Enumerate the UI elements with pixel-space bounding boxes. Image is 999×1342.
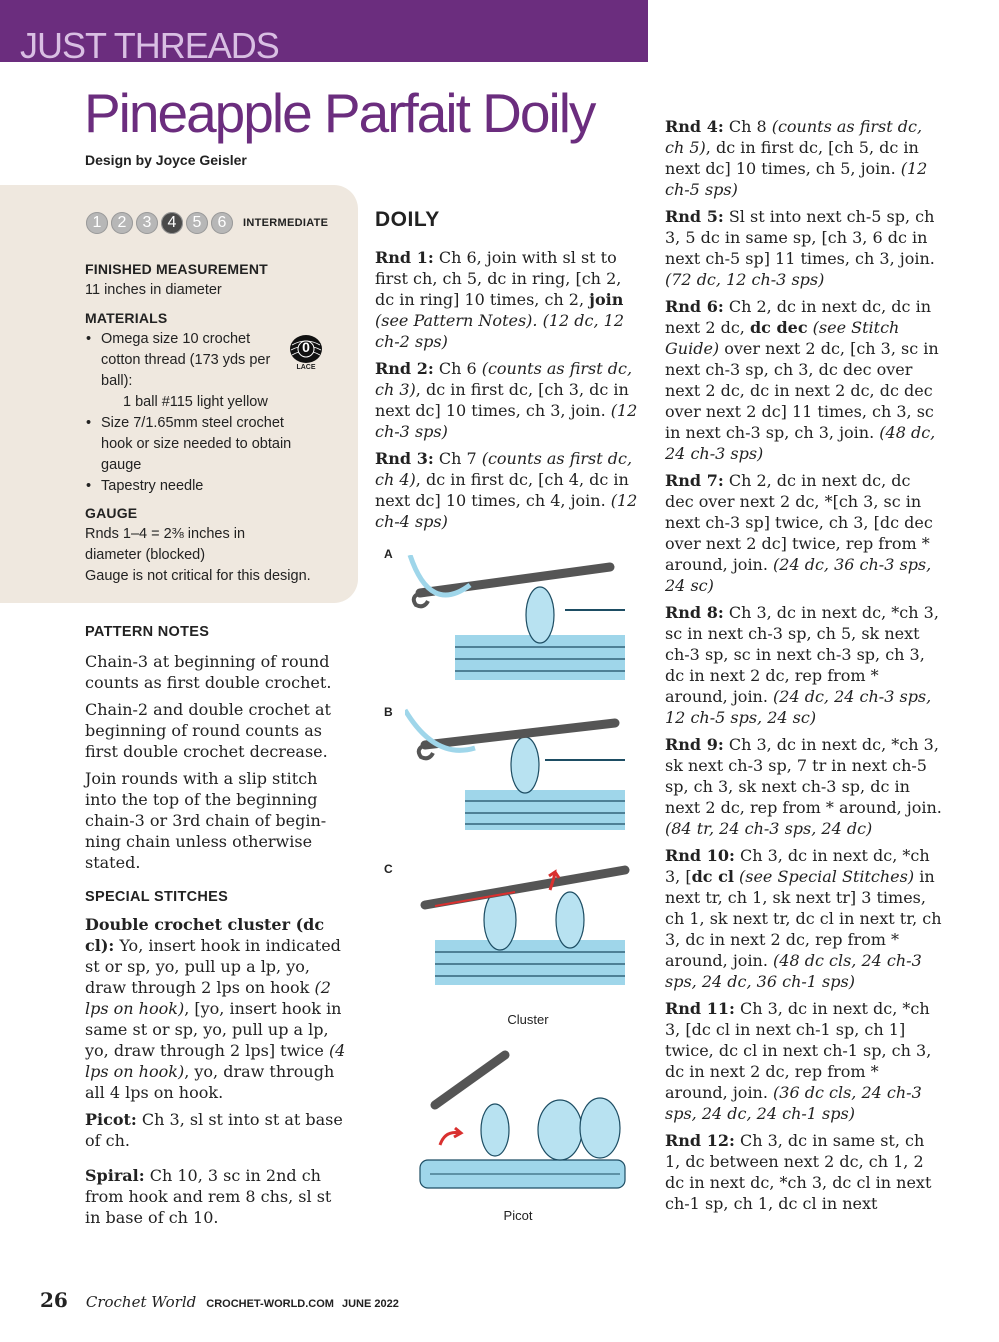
round-text: , dc in first dc, [ch 4, dc in next dc] 10 times, ch 4, join. xyxy=(375,470,629,510)
round-text: Ch 3, dc in next dc, *ch 3, [dc cl in next ch-1 sp, ch 1] twice, dc cl in next ch-1 sp, ch 3, dc in next 2 dc, rep from * around, join. xyxy=(665,999,932,1102)
left-column xyxy=(85,622,347,1234)
byline: Design by Joyce Geisler xyxy=(85,152,247,168)
round-text: Ch 3, dc in next dc, *ch 3, sc in next ch-3 sp, ch 5, sk next ch-3 sp, sc in next ch-3 sp, ch 3, dc in next 2 dc, rep from * around, join. xyxy=(665,603,939,706)
round-label: Rnd 10: xyxy=(665,846,735,865)
round-label: Rnd 5: xyxy=(665,207,724,226)
figure-label-c: C xyxy=(384,862,393,876)
magazine-name: Crochet World xyxy=(85,1293,197,1311)
round-count: (48 dc cls, 24 ch-3 sps, 24 dc, 36 ch-1 sps) xyxy=(665,951,922,991)
round-term: dc dec xyxy=(749,318,808,337)
round-label: Rnd 3: xyxy=(375,449,434,468)
materials-item: • Tapestry needle xyxy=(85,476,315,497)
yarn-weight-label: LACE xyxy=(296,364,316,371)
stitch-spiral xyxy=(85,1165,347,1228)
skill-level-dot: 5 xyxy=(186,212,208,234)
materials-item: • Omega size 10 crochet cotton thread (173 yds per ball): xyxy=(85,329,291,392)
skill-level-dot: 1 xyxy=(86,212,108,234)
round-count: (12 ch-3 sps) xyxy=(375,401,638,441)
round-count: (12 ch-5 sps) xyxy=(665,159,928,199)
stitch-name: Spiral: xyxy=(85,1166,145,1185)
round-term: join xyxy=(589,290,624,309)
stitch-illustration-c xyxy=(405,860,630,990)
gauge-heading: GAUGE xyxy=(85,505,138,521)
stitch-text: , yo, draw through all 4 lps on hook. xyxy=(85,1062,335,1102)
round-text: Ch 2, dc in next dc, dc in next 2 dc, xyxy=(665,297,931,337)
skill-level-dot: 6 xyxy=(211,212,233,234)
skill-level-label: INTERMEDIATE xyxy=(243,217,329,229)
stitch-note: (2 lps on hook) xyxy=(85,978,331,1018)
round-text: in next tr, ch 1, sk next tr] 3 times, ch 1, sk next tr, dc cl in next tr, ch 3, dc in next 2 dc, rep from * around, join. xyxy=(665,867,942,970)
round-label: Rnd 11: xyxy=(665,999,735,1018)
round-text: Ch 3, dc in next dc, *ch 3, sk next ch-3 sp, 7 tr in next ch-5 sp, ch 3, sk next ch-3 sp, dc in next 2 dc, rep from * around, join. xyxy=(665,735,942,817)
round-text: Ch 6, join with sl st to first ch, ch 5, dc in ring, [ch 2, dc in ring] 10 times, ch 2, xyxy=(375,248,622,309)
round-1 xyxy=(375,247,640,352)
round-text: Ch 7 xyxy=(433,449,482,468)
page-title: Pineapple Parfait Doily xyxy=(84,82,595,144)
skill-level-dot: 2 xyxy=(111,212,133,234)
round-text: Ch 2, dc in next dc, dc dec over next 2 dc, *[ch 3, sc in next ch-3 sp] twice, ch 3, [dc dec over next 2 dc] twice, rep from * around, join. xyxy=(665,471,933,574)
round-note: (counts as first dc, ch 3) xyxy=(375,359,633,399)
pattern-note: Chain-2 and double crochet at beginning of round counts as first double crochet decrease. xyxy=(85,700,331,761)
round-label: Rnd 7: xyxy=(665,471,724,490)
skill-level-indicator xyxy=(86,212,328,234)
round-count: (48 dc, 24 ch-3 sps) xyxy=(665,423,936,463)
stitch-illustration-a xyxy=(405,555,630,685)
pattern-notes-heading: PATTERN NOTES xyxy=(85,624,210,640)
round-label: Rnd 1: xyxy=(375,248,434,267)
finished-measurement-heading: FINISHED MEASUREMENT xyxy=(85,261,268,277)
round-label: Rnd 12: xyxy=(665,1131,735,1150)
round-label: Rnd 6: xyxy=(665,297,724,316)
doily-heading: DOILY xyxy=(375,208,440,231)
round-7 xyxy=(665,470,943,596)
stitch-text: Yo, insert hook in indicated st or sp, yo, pull up a lp, yo, draw through 2 lps on hook xyxy=(85,936,341,997)
round-4 xyxy=(665,116,943,200)
round-count: (see Pattern Notes). (12 dc, 12 ch-2 sps) xyxy=(375,311,625,351)
right-column xyxy=(665,116,943,1220)
special-stitches-heading: SPECIAL STITCHES xyxy=(85,889,229,905)
issue-date: JUNE 2022 xyxy=(341,1298,399,1310)
figure-label-b: B xyxy=(384,705,393,719)
round-10 xyxy=(665,845,943,992)
round-note: (see Stitch Guide) xyxy=(665,318,900,358)
stitch-text: , [yo, insert hook in same st or sp, yo, pull up a lp, yo, draw through 2 lps] twice xyxy=(85,999,342,1060)
materials-item: • Size 7/1.65mm steel crochet hook or size needed to obtain gauge xyxy=(85,413,315,476)
round-note: (see Special Stitches) xyxy=(733,867,915,886)
magazine-url[interactable]: CROCHET-WORLD.COM xyxy=(206,1298,334,1310)
finished-measurement: 11 inches in diameter xyxy=(85,282,222,298)
round-5 xyxy=(665,206,943,290)
round-label: Rnd 9: xyxy=(665,735,724,754)
round-text: , dc in first dc, [ch 5, dc in next dc] 10 times, ch 5, join. xyxy=(665,138,919,178)
round-label: Rnd 2: xyxy=(375,359,434,378)
round-11 xyxy=(665,998,943,1124)
skill-level-dot: 3 xyxy=(136,212,158,234)
round-count: (24 dc, 24 ch-3 sps, 12 ch-5 sps, 24 sc) xyxy=(665,687,932,727)
gauge-note: Gauge is not critical for this design. xyxy=(85,568,311,584)
round-text: Ch 8 xyxy=(723,117,772,136)
figure-caption-cluster: Cluster xyxy=(507,1012,549,1027)
skill-level-dot-active: 4 xyxy=(161,212,183,234)
middle-column xyxy=(375,247,640,538)
round-label: Rnd 8: xyxy=(665,603,724,622)
round-2 xyxy=(375,358,640,442)
page-footer xyxy=(40,1288,399,1312)
round-text: Ch 3, dc in next dc, *ch 3, [ xyxy=(665,846,930,886)
round-text: Sl st into next ch-5 sp, ch 3, 5 dc in same sp, [ch 3, 6 dc in next ch-5 sp] 11 times, ch 3, join. xyxy=(665,207,935,268)
stitch-dc-cluster xyxy=(85,914,347,1103)
stitch-name: Double crochet cluster (dc cl): xyxy=(85,915,325,955)
materials-heading: MATERIALS xyxy=(85,310,168,326)
pattern-note: Join rounds with a slip stitch into the top of the beginning chain-3 or 3rd chain of begin-ning chain unless otherwise stated. xyxy=(85,769,327,872)
round-12 xyxy=(665,1130,943,1214)
round-note: (counts as first dc, ch 4) xyxy=(375,449,633,489)
section-label: JUST THREADS xyxy=(20,25,279,66)
figure-label-a: A xyxy=(384,547,393,561)
stitch-text: Ch 3, sl st into st at base of ch. xyxy=(85,1110,343,1150)
round-count: (12 ch-4 sps) xyxy=(375,491,638,531)
round-term: dc cl xyxy=(691,867,734,886)
round-count: (24 dc, 36 ch-3 sps, 24 sc) xyxy=(665,555,932,595)
round-8 xyxy=(665,602,943,728)
stitch-illustration-picot xyxy=(410,1050,630,1195)
round-text: Ch 6 xyxy=(433,359,482,378)
round-count: (84 tr, 24 ch-3 sps, 24 dc) xyxy=(665,819,873,838)
materials-subitem: 1 ball #115 light yellow xyxy=(123,394,268,410)
round-text: , dc in first dc, [ch 3, dc in next dc] 10 times, ch 3, join. xyxy=(375,380,629,420)
round-count: (36 dc cls, 24 ch-3 sps, 24 dc, 24 ch-1 sps) xyxy=(665,1083,922,1123)
round-count: (72 dc, 12 ch-3 sps) xyxy=(665,270,825,289)
yarn-weight-lace-icon xyxy=(287,333,325,373)
stitch-text: Ch 10, 3 sc in 2nd ch from hook and rem 8 chs, sl st in base of ch 10. xyxy=(85,1166,332,1227)
round-text: over next 2 dc, [ch 3, sc in next ch-3 sp, ch 3, dc dec over next 2 dc, dc in next 2 dc, dc dec over next 2 dc] 11 times, ch 3, sc in next ch-3 sp, ch 3, join. xyxy=(665,339,939,442)
section-banner xyxy=(0,0,648,66)
figure-caption-picot: Picot xyxy=(503,1208,533,1223)
round-3 xyxy=(375,448,640,532)
stitch-note: (4 lps on hook) xyxy=(85,1041,346,1081)
stitch-name: Picot: xyxy=(85,1110,137,1129)
round-9 xyxy=(665,734,943,839)
round-6 xyxy=(665,296,943,464)
pattern-note: Chain-3 at beginning of round counts as first double crochet. xyxy=(85,652,332,692)
yarn-weight-number: 0 xyxy=(302,339,310,355)
round-text: Ch 3, dc in same st, ch 1, dc between next 2 dc, ch 1, 2 dc in next dc, *ch 3, dc cl in next ch-1 sp, ch 1, dc cl in next xyxy=(665,1131,932,1213)
stitch-illustration-b xyxy=(405,705,630,835)
round-label: Rnd 4: xyxy=(665,117,724,136)
page-number: 26 xyxy=(40,1288,68,1312)
stitch-picot xyxy=(85,1109,347,1151)
materials-list xyxy=(85,329,315,497)
round-note: (counts as first dc, ch 5) xyxy=(665,117,923,157)
gauge-text: Rnds 1–4 = 2⅜ inches in diameter (blocked) xyxy=(85,526,246,563)
